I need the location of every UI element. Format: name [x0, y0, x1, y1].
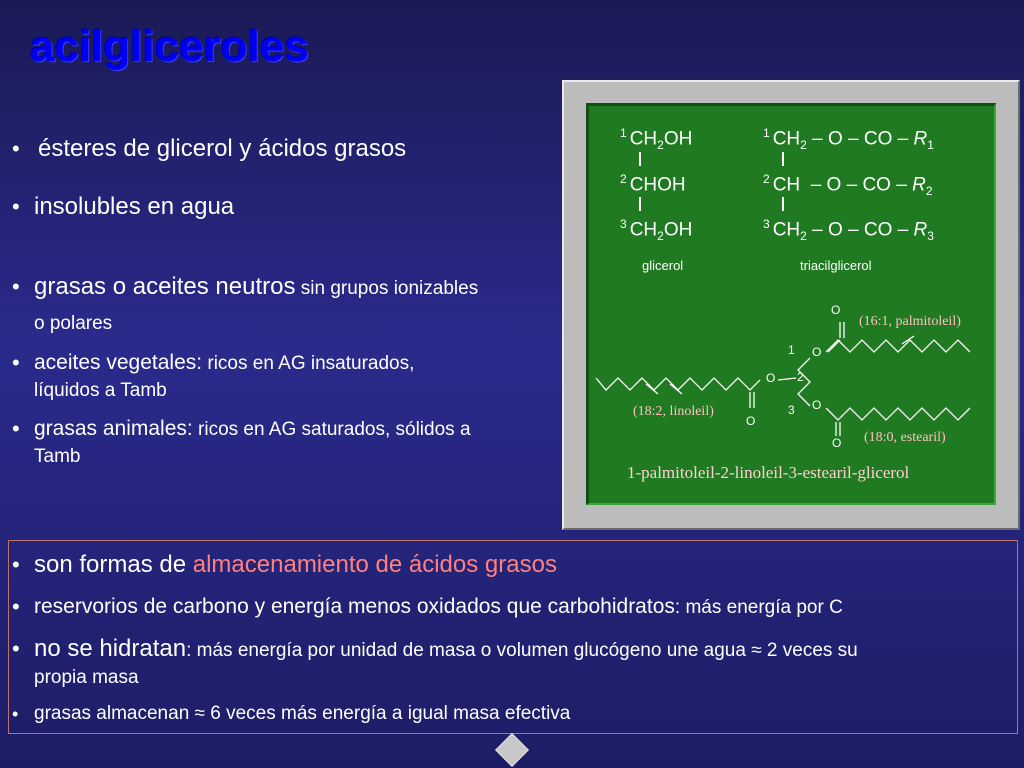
- molecule-caption: 1-palmitoleil-2-linoleil-3-estearil-glicerol: [627, 463, 910, 482]
- linoleil-double-bond-2: [670, 384, 682, 394]
- box-bullet-reservorios: • reservorios de carbono y energía menos oxidados que carbohidratos: más energía por C: [12, 594, 843, 619]
- linoleil-double-bond-1: [646, 384, 658, 394]
- bullet-grasas-aceites: • grasas o aceites neutros sin grupos ionizables o polares: [12, 273, 479, 334]
- palmitoleil-label: (16:1, palmitoleil): [859, 314, 961, 329]
- tag-row-1: $^1$ $CH_2$ – O – CO – $R_1$: [763, 126, 934, 153]
- atom-o-bottom-carbonyl: O: [832, 436, 842, 450]
- atom-o-3: O: [812, 398, 822, 412]
- estearil-chain: [826, 408, 970, 420]
- tag-row-2: $^2$ CH – O – CO – $R_2$: [763, 172, 933, 199]
- linoleil-chain: [596, 378, 760, 390]
- box-bullet-almacenamiento: • son formas de almacenamiento de ácidos grasos: [12, 551, 557, 578]
- bullet-esteres: • ésteres de glicerol y ácidos grasos: [12, 135, 407, 162]
- box-bullet-hidratan: • no se hidratan: más energía por unidad de masa o volumen glucógeno une agua ≈ 2 veces su propia masa: [12, 635, 858, 688]
- bullet-aceites-vegetales: • aceites vegetales: ricos en AG insaturados, líquidos a Tamb: [12, 350, 415, 401]
- glicerol-row-1: $^1$ $CH_2OH$: [620, 126, 693, 153]
- estearil-label: (18:0, estearil): [864, 430, 946, 445]
- box-bullet-grasas-almacenan: • grasas almacenan ≈ 6 veces más energía a igual masa efectiva: [12, 703, 571, 724]
- atom-o-2: O: [766, 371, 776, 385]
- bullet-grasas-animales: • grasas animales: ricos en AG saturados, sólidos a Tamb: [12, 416, 471, 467]
- bullet-insolubles: • insolubles en agua: [12, 193, 235, 220]
- position-1: 1: [788, 343, 795, 357]
- triacilglicerol-label: triacilglicerol: [800, 258, 872, 273]
- linoleil-label: (18:2, linoleil): [633, 404, 714, 419]
- position-3: 3: [788, 403, 795, 417]
- position-2: 2: [797, 370, 804, 384]
- glicerol-row-2: $^2$ CHOH: [620, 172, 686, 196]
- atom-o-top-carbonyl: O: [831, 303, 841, 317]
- slide-title: acilgliceroles: [30, 22, 309, 71]
- atom-o-left-carbonyl: O: [746, 414, 756, 428]
- tag-row-3: $^3$ $CH_2$ – O – CO – $R_3$: [763, 217, 934, 244]
- glicerol-row-3: $^3$ $CH_2OH$: [620, 217, 693, 244]
- palmitoleil-chain: [826, 340, 970, 352]
- glicerol-label: glicerol: [642, 258, 684, 273]
- atom-o-1: O: [812, 345, 822, 359]
